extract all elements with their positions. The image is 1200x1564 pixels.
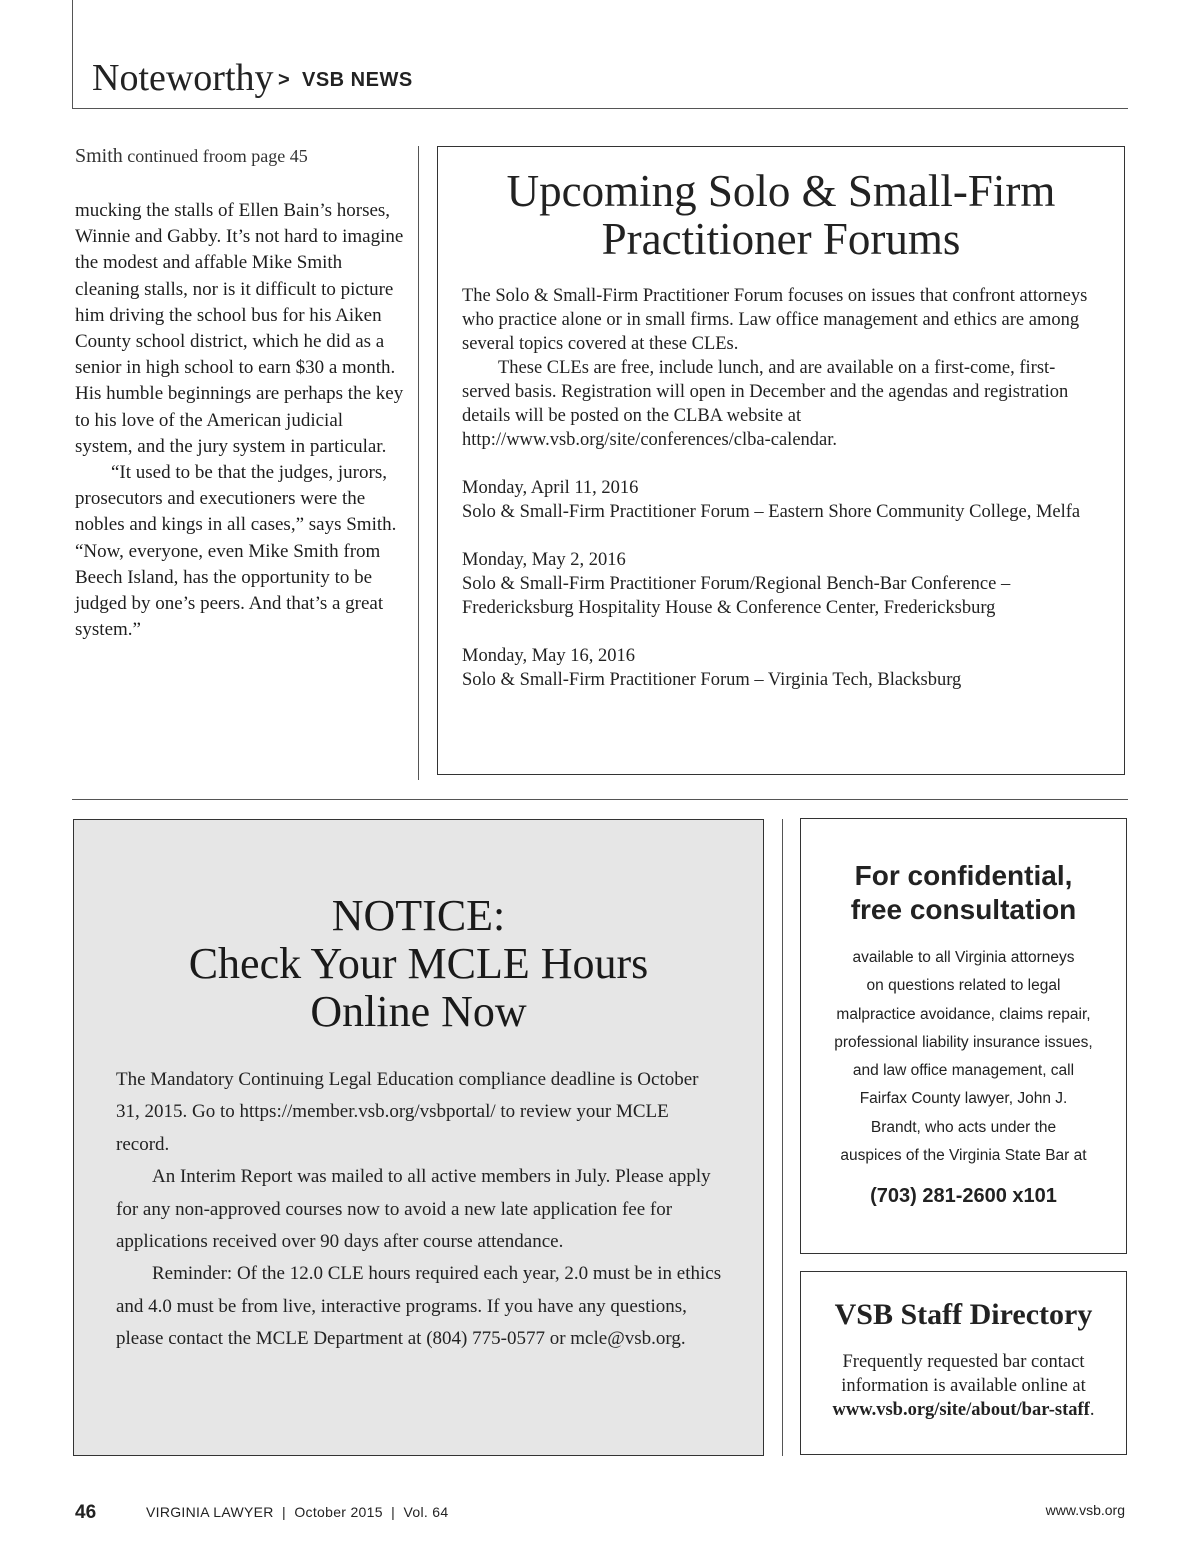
- page-number: 46: [75, 1502, 97, 1523]
- event-date: Monday, April 11, 2016: [462, 478, 639, 498]
- consultation-line: auspices of the Virginia State Bar at: [840, 1147, 1087, 1165]
- notice-side-rule: [782, 819, 783, 1456]
- consultation-line: malpractice avoidance, claims repair,: [836, 1005, 1091, 1023]
- consultation-line: Brandt, who acts under the: [870, 1118, 1057, 1136]
- forum-event: [462, 548, 1102, 620]
- forums-intro: The Solo & Small-Firm Practitioner Forum focuses on issues that confront attorneys who practice alone or in small firms. Law office management and ethics are among several topics covered at these CLEs.: [462, 286, 1088, 354]
- notice-title-line: Check Your MCLE Hours: [188, 939, 649, 988]
- notice-paragraph: The Mandatory Continuing Legal Education compliance deadline is October 31, 2015. Go to https://member.vsb.org/vsbportal/ to review your MCLE record.: [116, 1069, 699, 1155]
- forum-event: [462, 644, 1102, 692]
- consultation-line: on questions related to legal: [866, 977, 1061, 995]
- notice-body: [116, 1064, 726, 1356]
- notice-title-line: Online Now: [310, 987, 527, 1036]
- staff-directory-link[interactable]: www.vsb.org/site/about/bar-staff: [832, 1400, 1090, 1420]
- staff-directory-description: Frequently requested bar contact information is available online at: [841, 1352, 1086, 1396]
- notice-box: [73, 819, 764, 1456]
- forums-body: [462, 284, 1102, 692]
- consultation-line: and law office management, call: [852, 1062, 1075, 1080]
- article-paragraph: mucking the stalls of Ellen Bain’s horses, Winnie and Gabby. It’s not hard to imagine the modest and affable Mike Smith cleaning stalls, nor is it difficult to picture him driving the school bus for his Aiken County school district, which he did as a senior in high school to earn $30 a month. His humble beginnings are perhaps the key to his love of the American judicial system, and the jury system in particular.: [75, 200, 404, 457]
- event-description: Solo & Small-Firm Practitioner Forum/Regional Bench-Bar Conference – Fredericksburg Hospitality House & Conference Center, Fredericksburg: [462, 574, 1011, 618]
- continuation-name: Smith: [75, 145, 123, 167]
- article-text: [75, 198, 405, 643]
- column-divider: [418, 146, 419, 780]
- consultation-line: professional liability insurance issues,: [834, 1033, 1093, 1051]
- publication-info: VIRGINIA LAWYER | October 2015 | Vol. 64: [146, 1504, 449, 1520]
- forums-details: These CLEs are free, include lunch, and are available on a first-come, first-served basis. Registration will open in December and the agendas and registration details will be posted on the CLBA website at http://www.vsb.org/site/conferences/clba-calendar.: [462, 358, 1069, 450]
- notice-paragraph: Reminder: Of the 12.0 CLE hours required each year, 2.0 must be in ethics and 4.0 must be from live, interactive programs. If you have any questions, please contact the MCLE Department at (804) 775-0577 or mcle@vsb.org.: [116, 1263, 722, 1350]
- consultation-heading-line: For confidential,: [854, 860, 1073, 891]
- notice-title: [74, 892, 763, 1036]
- event-date: Monday, May 16, 2016: [462, 646, 635, 666]
- notice-title-line: NOTICE:: [331, 891, 506, 940]
- staff-directory-box: [800, 1271, 1127, 1455]
- forums-box: [437, 146, 1125, 775]
- article-paragraph: “It used to be that the judges, jurors, prosecutors and executioners were the nobles and kings in all cases,” says Smith. “Now, everyone, even Mike Smith from Beech Island, has the opportunity to be judged by one’s peers. And that’s a great system.”: [75, 462, 397, 641]
- consultation-text: [811, 944, 1116, 1170]
- forums-title: Upcoming Solo & Small-Firm Practitioner Forums: [506, 166, 1056, 264]
- header-rule: [72, 108, 1128, 109]
- middle-rule: [72, 799, 1128, 800]
- section-title: Noteworthy: [92, 57, 274, 99]
- staff-directory-text: [811, 1350, 1116, 1422]
- consultation-heading: [801, 859, 1126, 927]
- notice-paragraph: An Interim Report was mailed to all active members in July. Please apply for any non-approved courses now to avoid a new late application fee for applications received over 90 days after course attendance.: [116, 1166, 711, 1253]
- event-date: Monday, May 2, 2016: [462, 550, 626, 570]
- consultation-box: [800, 818, 1127, 1254]
- consultation-line: available to all Virginia attorneys: [852, 949, 1075, 966]
- event-description: Solo & Small-Firm Practitioner Forum – Eastern Shore Community College, Melfa: [462, 502, 1081, 522]
- header-vertical-rule: [72, 0, 73, 108]
- forum-event: [462, 476, 1102, 524]
- consultation-heading-line: free consultation: [850, 894, 1077, 925]
- continuation-line: [75, 145, 308, 168]
- consultation-line: Fairfax County lawyer, John J.: [859, 1090, 1068, 1108]
- website-link[interactable]: www.vsb.org: [1045, 1502, 1125, 1518]
- staff-directory-title: VSB Staff Directory: [834, 1298, 1093, 1331]
- section-subtitle: VSB NEWS: [302, 69, 413, 91]
- event-description: Solo & Small-Firm Practitioner Forum – Virginia Tech, Blacksburg: [462, 670, 962, 690]
- continuation-note: continued froom page 45: [127, 146, 308, 166]
- breadcrumb-separator: >: [278, 69, 290, 91]
- consultation-phone: (703) 281-2600 x101: [870, 1185, 1057, 1207]
- staff-directory-period: .: [1089, 1400, 1095, 1420]
